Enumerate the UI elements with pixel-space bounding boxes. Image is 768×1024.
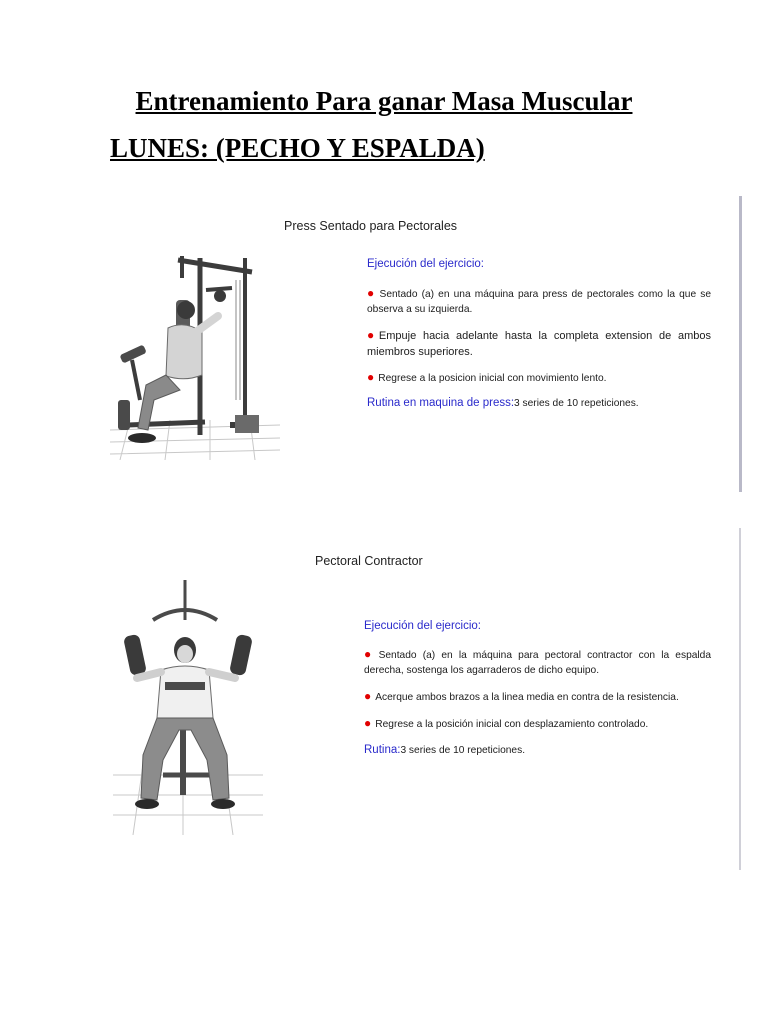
execution-heading: Ejecución del ejercicio: — [367, 258, 484, 270]
exercise-step — [367, 327, 711, 360]
exercise-title: Press Sentado para Pectorales — [284, 219, 458, 233]
document-title: Entrenamiento Para ganar Masa Muscular — [135, 86, 633, 116]
step-text: Regrese a la posición inicial con desplazamiento controlado. — [375, 719, 649, 730]
bullet-icon: ● — [364, 647, 375, 661]
pec-deck-machine-illustration — [113, 580, 263, 835]
exercise-step — [364, 716, 711, 732]
day-heading: LUNES: (PECHO Y ESPALDA) — [110, 133, 485, 163]
seated-chest-press-illustration — [110, 250, 280, 460]
step-text: Empuje hacia adelante hasta la completa extension de ambos miembros superiores. — [367, 330, 711, 358]
step-text: Regrese a la posicion inicial con movimiento lento. — [378, 373, 607, 384]
step-text: Acerque ambos brazos a la linea media en contra de la resistencia. — [375, 692, 679, 703]
step-text: Sentado (a) en una máquina para press de pectorales como la que se observa a su izquierda. — [367, 289, 712, 315]
routine-text: 3 series de 10 repeticiones. — [514, 398, 639, 409]
arm-pad-right — [229, 634, 253, 676]
routine — [367, 397, 639, 409]
execution-heading: Ejecución del ejercicio: — [364, 620, 481, 632]
section-divider — [739, 196, 742, 492]
exercise-step — [367, 286, 711, 317]
bullet-icon: ● — [367, 370, 375, 384]
bullet-icon: ● — [364, 716, 372, 730]
exercise-step — [364, 689, 711, 705]
section-divider — [739, 528, 741, 870]
routine-label: Rutina: — [364, 744, 401, 756]
routine-text: 3 series de 10 repeticiones. — [400, 745, 526, 756]
step-text: Sentado (a) en la máquina para pectoral contractor con la espalda derecha, sostenga los agarraderos de dicho equipo. — [364, 650, 711, 676]
bullet-icon: ● — [367, 286, 376, 300]
exercise-step — [364, 647, 711, 678]
exercise-step — [367, 370, 711, 386]
exercise-title: Pectoral Contractor — [315, 554, 423, 568]
routine-label: Rutina en maquina de press: — [367, 397, 515, 409]
routine — [364, 744, 525, 756]
arm-pad-left — [123, 634, 147, 676]
weight-stack — [235, 415, 259, 433]
bullet-icon: ● — [364, 689, 372, 703]
bullet-icon: ● — [367, 328, 378, 342]
